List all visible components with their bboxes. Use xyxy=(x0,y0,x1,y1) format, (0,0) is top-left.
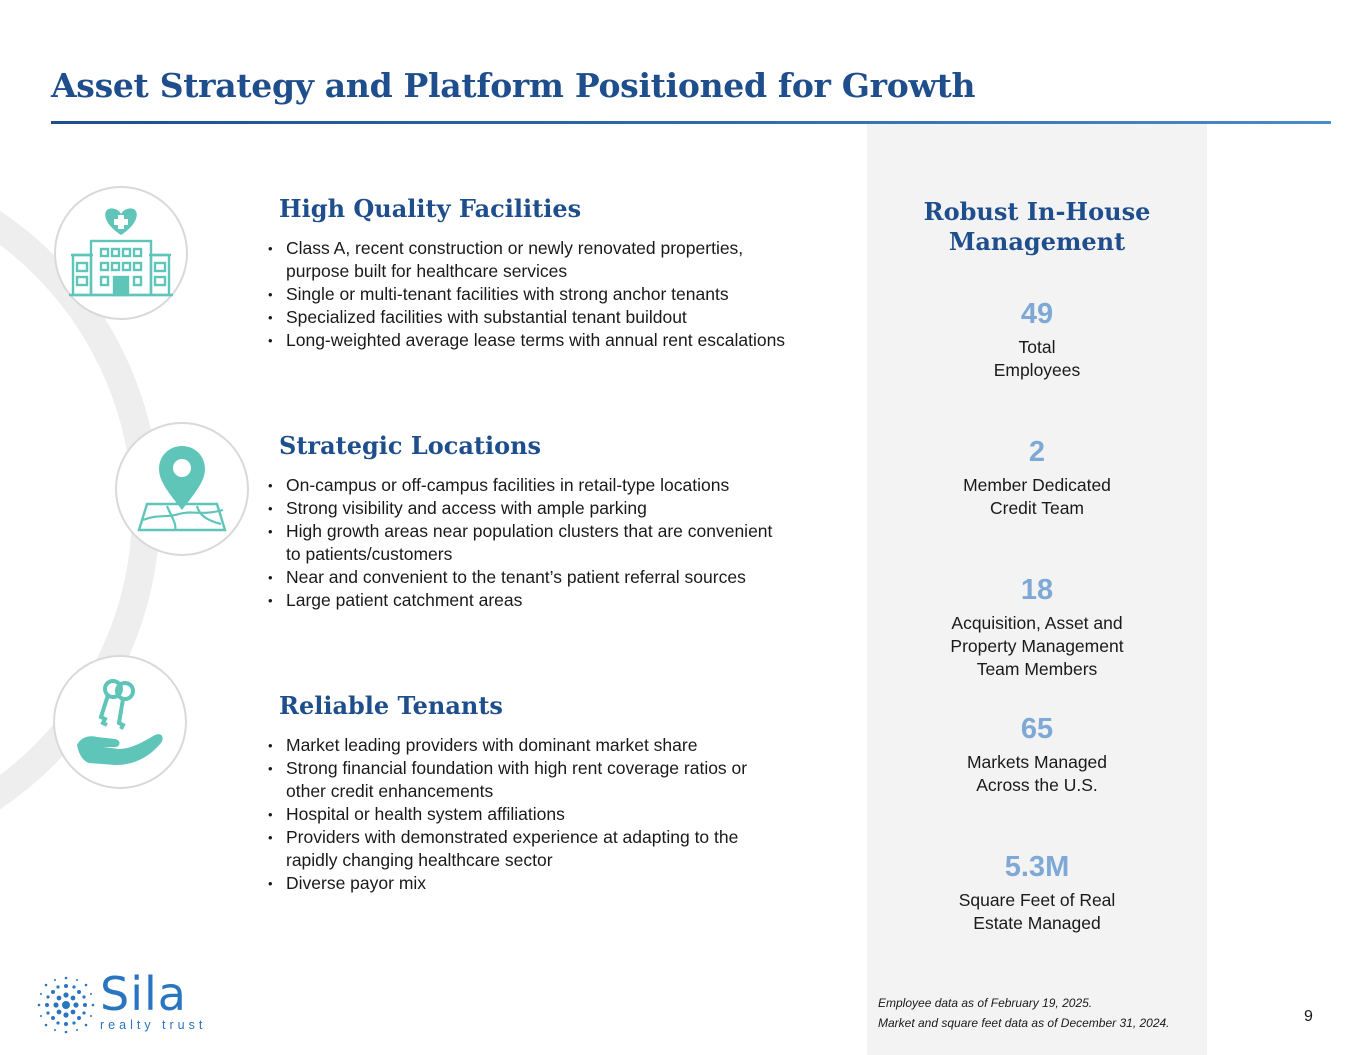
section-strategic-locations xyxy=(266,431,826,612)
stat-markets-managed xyxy=(867,711,1207,797)
company-logo xyxy=(36,967,216,1035)
stat-label: Square Feet of Real Estate Managed xyxy=(958,890,1116,933)
stat-total-employees xyxy=(867,296,1207,382)
management-panel xyxy=(867,124,1207,1055)
bullet-item: • Large patient catchment areas xyxy=(266,589,786,612)
page-number: 9 xyxy=(1304,1008,1313,1025)
bullet-item: • Strong visibility and access with ample parking xyxy=(266,497,786,520)
section-heading: Reliable Tenants xyxy=(279,691,503,720)
footnote-employee-data: Employee data as of February 19, 2025. xyxy=(878,996,1093,1010)
footnote-market-data: Market and square feet data as of December 31, 2024. xyxy=(878,1016,1170,1030)
stat-value: 5.3M xyxy=(1004,851,1070,883)
bullet-item: • Diverse payor mix xyxy=(266,872,786,895)
bullet-item: • Providers with demonstrated experience at adapting to the rapidly changing healthcare sector xyxy=(266,826,786,872)
bullet-list xyxy=(266,237,826,352)
bullet-list xyxy=(266,734,826,895)
bullet-item: • Single or multi-tenant facilities with strong anchor tenants xyxy=(266,283,786,306)
section-reliable-tenants xyxy=(266,691,826,895)
hospital-building-icon xyxy=(54,186,188,320)
management-heading-line1: Robust In-House xyxy=(923,197,1151,226)
bullet-item: • Strong financial foundation with high rent coverage ratios or other credit enhancements xyxy=(266,757,786,803)
starburst-logo-icon xyxy=(36,975,96,1035)
bullet-item: • Specialized facilities with substantial tenant buildout xyxy=(266,306,786,329)
bullet-item: • Hospital or health system affiliations xyxy=(266,803,786,826)
logo-tagline: realty trust xyxy=(100,1018,207,1032)
management-heading-line2: Management xyxy=(948,227,1126,256)
stat-value: 2 xyxy=(1028,436,1046,468)
map-pin-icon xyxy=(115,422,249,556)
bullet-item: • On-campus or off-campus facilities in retail-type locations xyxy=(266,474,786,497)
stat-acquisition-team xyxy=(867,572,1207,681)
bullet-list xyxy=(266,474,826,612)
bullet-item: • High growth areas near population clusters that are convenient to patients/customers xyxy=(266,520,786,566)
bullet-item: • Class A, recent construction or newly renovated properties, purpose built for healthcare services xyxy=(266,237,786,283)
stat-label: Markets Managed Across the U.S. xyxy=(966,752,1108,795)
stat-credit-team xyxy=(867,434,1207,520)
bullet-item: • Market leading providers with dominant market share xyxy=(266,734,786,757)
bullet-item: • Long-weighted average lease terms with annual rent escalations xyxy=(266,329,786,352)
stat-value: 65 xyxy=(1020,713,1054,745)
hand-keys-icon xyxy=(53,655,187,789)
logo-name: Sila xyxy=(100,967,187,1021)
stat-value: 18 xyxy=(1020,574,1054,606)
stat-label: Total Employees xyxy=(993,337,1081,380)
stat-value: 49 xyxy=(1020,298,1054,330)
bullet-item: • Near and convenient to the tenant’s patient referral sources xyxy=(266,566,786,589)
section-heading: High Quality Facilities xyxy=(279,194,582,223)
stat-square-feet xyxy=(867,849,1207,935)
management-heading xyxy=(867,197,1207,257)
section-high-quality-facilities xyxy=(266,194,826,352)
page-title: Asset Strategy and Platform Positioned for Growth xyxy=(51,66,976,105)
stat-label: Member Dedicated Credit Team xyxy=(963,475,1111,518)
stat-label: Acquisition, Asset and Property Management Team Members xyxy=(950,613,1124,679)
section-heading: Strategic Locations xyxy=(279,431,542,460)
